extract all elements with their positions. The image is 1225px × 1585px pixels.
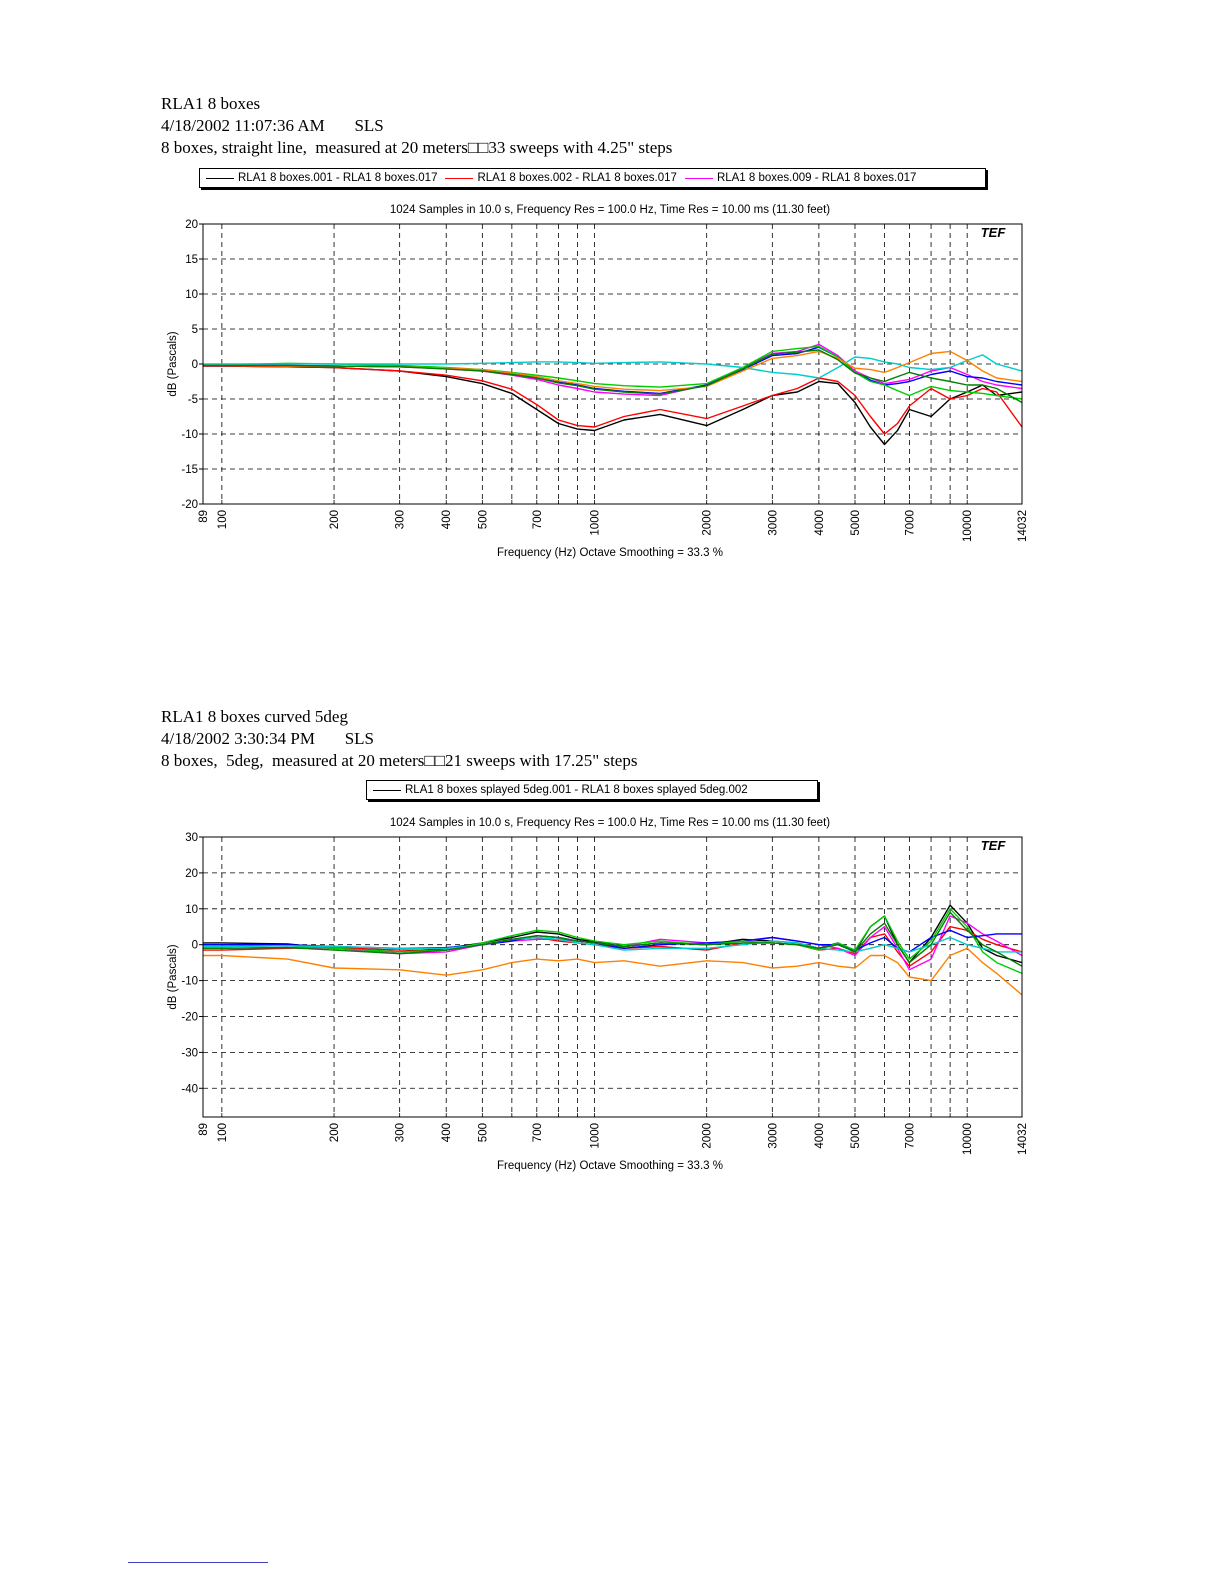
y-tick-label: 0: [191, 359, 198, 371]
grid: [203, 837, 1022, 1117]
chart1-header-title: RLA1 8 boxes: [161, 94, 261, 113]
series-line: [203, 366, 1022, 444]
x-axis-label: Frequency (Hz) Octave Smoothing = 33.3 %: [497, 547, 723, 559]
y-tick-label: 20: [185, 867, 198, 880]
x-tick-label: 89: [198, 1123, 210, 1136]
x-tick-label: 700: [531, 510, 544, 530]
x-tick-label: 1000: [589, 510, 602, 536]
x-tick-label: 3000: [767, 1123, 780, 1149]
legend-label: RLA1 8 boxes splayed 5deg.001 - RLA1 8 boxes splayed 5deg.002: [405, 784, 748, 796]
plot-frame: [203, 837, 1022, 1117]
x-tick-label: 5000: [849, 510, 862, 536]
y-tick-label: 10: [185, 289, 198, 301]
y-tick-label: 15: [185, 254, 198, 266]
x-tick-label: 14032: [1017, 510, 1029, 542]
x-tick-label: 500: [477, 1123, 490, 1143]
x-tick-label: 500: [477, 510, 490, 530]
tef-logo: [981, 838, 1007, 853]
legend-label: RLA1 8 boxes.001 - RLA1 8 boxes.017: [238, 172, 438, 184]
legend-label: RLA1 8 boxes.009 - RLA1 8 boxes.017: [716, 172, 917, 184]
x-tick-label: 700: [531, 1123, 544, 1143]
x-tick-label: 200: [329, 510, 342, 530]
y-tick-labels: [181, 832, 203, 1095]
x-tick-label: 200: [329, 1123, 342, 1143]
legend-entry: [685, 172, 916, 184]
x-tick-labels: [198, 510, 1029, 542]
x-tick-label: 400: [441, 1123, 454, 1143]
series-line: [203, 347, 1022, 393]
x-tick-label: 100: [216, 1123, 229, 1143]
chart1-header-date: 4/18/2002 11:07:36 AM SLS: [161, 116, 384, 135]
y-tick-label: -5: [187, 394, 198, 406]
chart2-header-description: 8 boxes, 5deg, measured at 20 meters□□21 sweeps with 17.25" steps: [161, 751, 638, 770]
x-tick-label: 10000: [962, 510, 975, 542]
y-tick-label: -20: [181, 1011, 198, 1024]
y-tick-label: 0: [191, 939, 198, 952]
chart1-header: [161, 93, 672, 159]
legend-entry: [206, 172, 437, 184]
x-tick-label: 10000: [962, 1123, 975, 1155]
x-tick-label: 100: [216, 510, 229, 530]
series-line: [203, 948, 1022, 995]
x-tick-label: 300: [394, 1123, 407, 1143]
chart1-legend: [199, 168, 986, 188]
y-axis-label: dB (Pascals): [167, 944, 179, 1010]
svg-text:TEF: TEF: [980, 225, 1006, 240]
y-tick-label: -10: [181, 429, 198, 441]
y-tick-label: -30: [181, 1047, 198, 1060]
legend-swatch: [206, 178, 234, 179]
legend-label: RLA1 8 boxes.002 - RLA1 8 boxes.017: [477, 172, 677, 184]
x-tick-label: 300: [394, 510, 407, 530]
x-tick-label: 7000: [904, 1123, 917, 1149]
y-tick-label: -40: [181, 1083, 198, 1096]
x-tick-label: 5000: [849, 1123, 862, 1149]
legend-swatch: [445, 178, 473, 179]
chart1-header-description: 8 boxes, straight line, measured at 20 meters□□33 sweeps with 4.25" steps: [161, 138, 673, 157]
x-tick-label: 4000: [813, 510, 826, 536]
y-tick-label: -10: [181, 975, 198, 988]
svg-text:TEF: TEF: [980, 838, 1006, 853]
chart2-header-title: RLA1 8 boxes curved 5deg: [161, 707, 348, 726]
x-tick-label: 2000: [701, 1123, 714, 1149]
tef-logo: [981, 225, 1007, 240]
x-tick-label: 400: [441, 510, 454, 530]
y-tick-label: 20: [185, 219, 198, 231]
y-tick-label: -20: [181, 499, 198, 511]
y-axis-label: dB (Pascals): [167, 331, 179, 397]
chart2-legend: [366, 780, 818, 800]
legend-entry: [445, 172, 676, 184]
series-group: [203, 344, 1022, 444]
chart-title: 1024 Samples in 10.0 s, Frequency Res = 100.0 Hz, Time Res = 10.00 ms (11.30 feet): [389, 817, 831, 829]
y-tick-label: 10: [185, 903, 198, 916]
x-tick-label: 4000: [813, 1123, 826, 1149]
chart2-header: [161, 706, 637, 772]
x-tick-labels: [198, 1123, 1029, 1155]
legend-swatch: [373, 790, 401, 791]
series-line: [203, 350, 1022, 403]
chart-title: 1024 Samples in 10.0 s, Frequency Res = 100.0 Hz, Time Res = 10.00 ms (11.30 feet): [389, 204, 831, 216]
chart2-header-date: 4/18/2002 3:30:34 PM SLS: [161, 729, 375, 748]
series-line: [203, 912, 1022, 966]
chart2-plot: [0, 808, 1225, 1188]
x-tick-label: 2000: [701, 510, 714, 536]
x-tick-label: 89: [198, 510, 210, 523]
x-tick-label: 14032: [1017, 1123, 1029, 1155]
x-tick-label: 7000: [904, 510, 917, 536]
x-axis-label: Frequency (Hz) Octave Smoothing = 33.3 %: [497, 1160, 723, 1172]
legend-entry: [373, 784, 748, 796]
y-tick-label: -15: [181, 464, 198, 476]
y-tick-label: 30: [185, 832, 198, 844]
chart1-plot: [0, 195, 1225, 575]
footnote-separator: [128, 1562, 268, 1563]
series-group: [203, 905, 1022, 995]
y-tick-label: 5: [191, 324, 198, 336]
x-tick-label: 1000: [589, 1123, 602, 1149]
legend-swatch: [685, 178, 713, 179]
y-tick-labels: [181, 219, 203, 511]
x-tick-label: 3000: [767, 510, 780, 536]
